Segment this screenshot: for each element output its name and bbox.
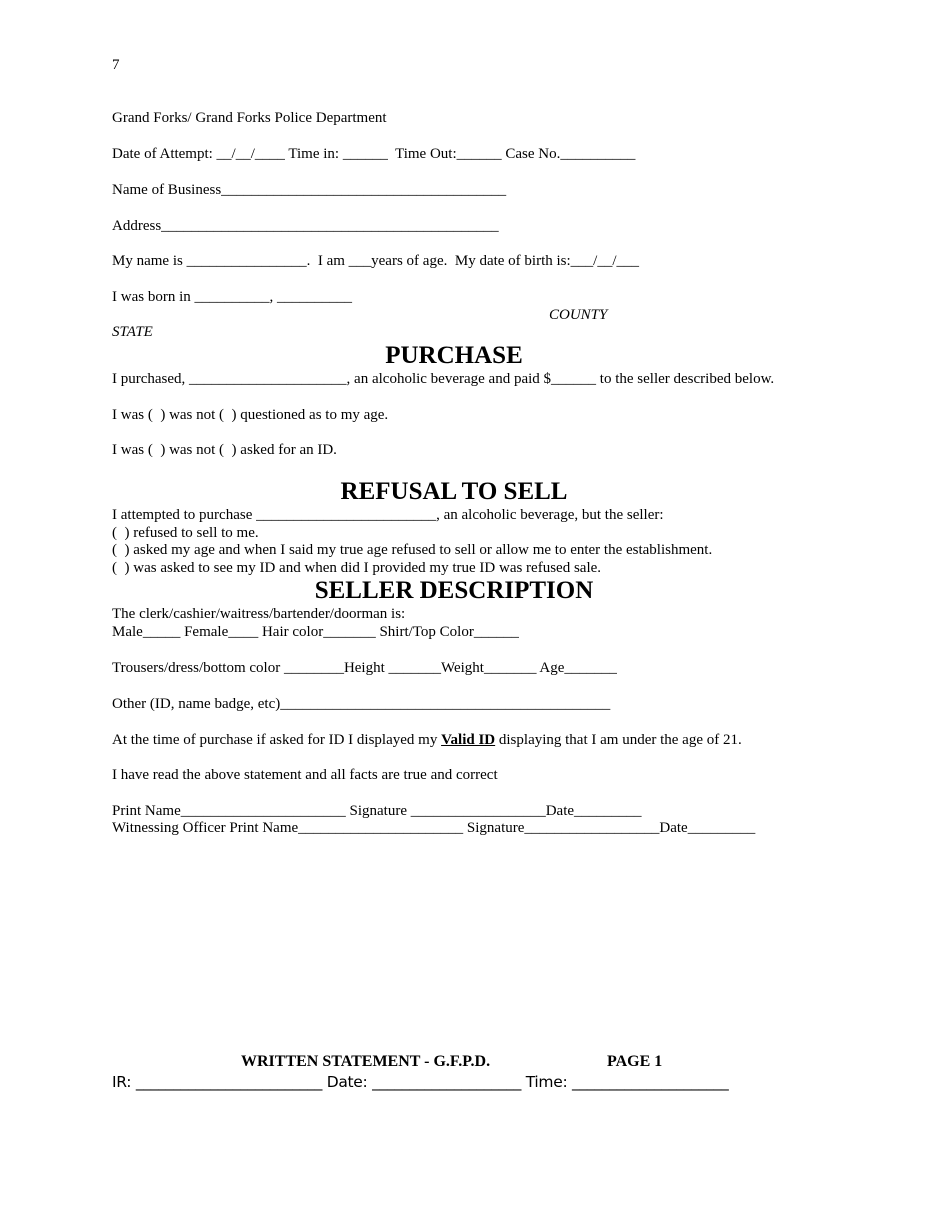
seller-gender-line: Male_____ Female____ Hair color_______ Shirt/Top Color______ [112, 624, 519, 640]
valid-id-emphasis: Valid ID [441, 732, 496, 748]
date-of-attempt-line: Date of Attempt: __/__/____ Time in: ______ Time Out:______ Case No.__________ [112, 146, 636, 162]
address-line: Address_____________________________________________ [112, 218, 499, 234]
print-name-line: Print Name______________________ Signature __________________Date_________ [112, 803, 642, 819]
page-number: 7 [112, 57, 120, 73]
state-label: STATE [112, 324, 153, 340]
attempted-purchase-line: I attempted to purchase ________________________, an alcoholic beverage, but the seller: [112, 507, 664, 523]
purchase-line: I purchased, _____________________, an alcoholic beverage and paid $______ to the seller described below. [112, 371, 775, 387]
footer-ir-line: IR: _________________________ Date: ____________________ Time: _____________________ [112, 1073, 729, 1091]
valid-id-post: displaying that I am under the age of 21. [495, 732, 742, 748]
purchase-heading: PURCHASE [385, 342, 523, 369]
questioned-age-line: I was ( ) was not ( ) questioned as to my age. [112, 407, 389, 423]
read-statement-line: I have read the above statement and all facts are true and correct [112, 767, 498, 783]
valid-id-statement [112, 731, 742, 749]
department-line: Grand Forks/ Grand Forks Police Department [112, 110, 387, 126]
seller-description-heading: SELLER DESCRIPTION [314, 577, 594, 604]
business-name-line: Name of Business______________________________________ [112, 182, 507, 198]
my-name-line: My name is ________________. I am ___years of age. My date of birth is:___/__/___ [112, 253, 640, 269]
witness-line: Witnessing Officer Print Name______________________ Signature__________________Date_________ [112, 820, 756, 836]
footer-title: WRITTEN STATEMENT - G.F.P.D. [241, 1053, 491, 1070]
refusal-option-2: ( ) asked my age and when I said my true age refused to sell or allow me to enter the establishment. [112, 542, 713, 558]
footer-page: PAGE 1 [607, 1053, 663, 1070]
seller-physical-line: Trousers/dress/bottom color ________Height _______Weight_______ Age_______ [112, 660, 617, 676]
birthplace-line: I was born in __________, __________ [112, 289, 352, 305]
refusal-option-1: ( ) refused to sell to me. [112, 525, 259, 541]
asked-id-line: I was ( ) was not ( ) asked for an ID. [112, 442, 337, 458]
seller-other-line: Other (ID, name badge, etc)____________________________________________ [112, 696, 611, 712]
refusal-heading: REFUSAL TO SELL [340, 478, 568, 505]
valid-id-pre: At the time of purchase if asked for ID I displayed my [112, 732, 442, 748]
refusal-option-3: ( ) was asked to see my ID and when did I provided my true ID was refused sale. [112, 560, 602, 576]
county-label: COUNTY [549, 307, 608, 323]
seller-role-line: The clerk/cashier/waitress/bartender/doorman is: [112, 606, 406, 622]
